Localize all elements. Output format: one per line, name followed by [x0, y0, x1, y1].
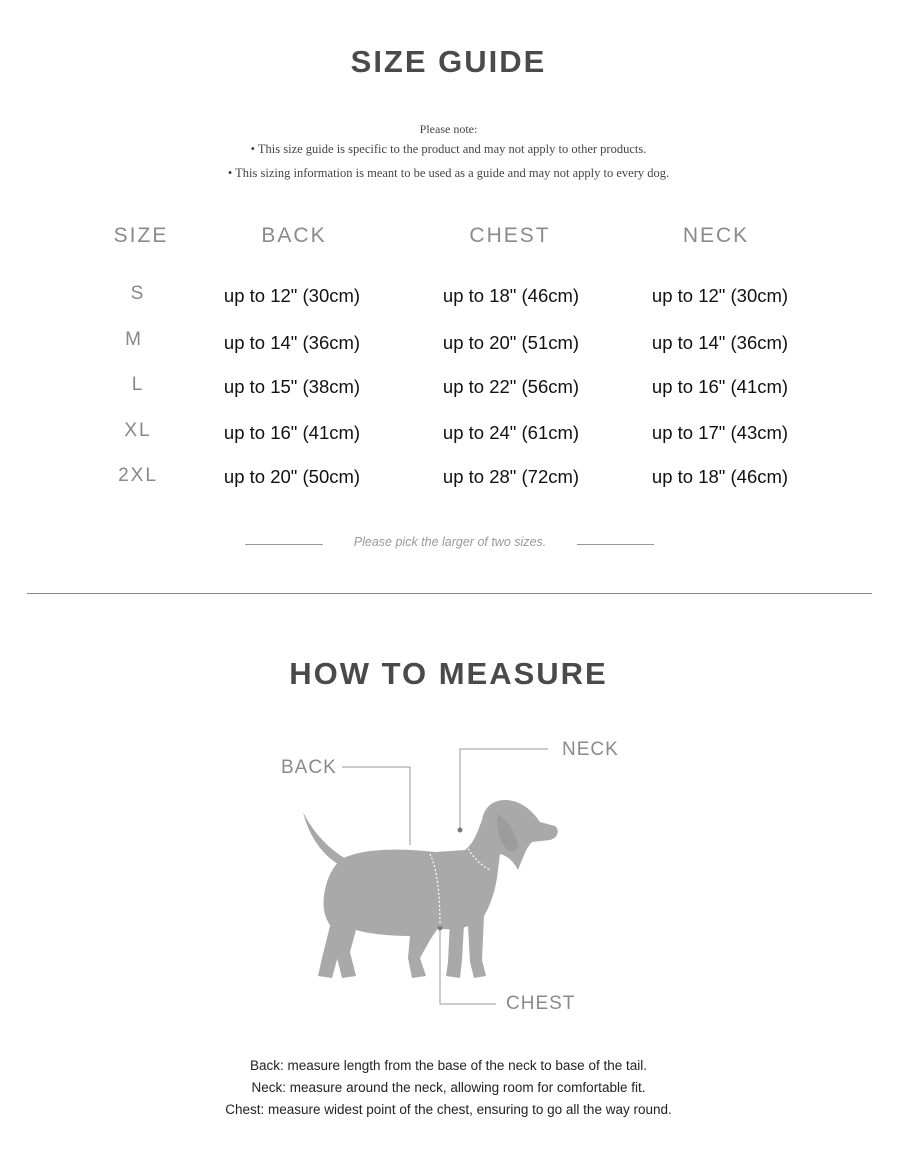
neck-value: up to 18" (46cm) — [651, 466, 789, 487]
chest-value: up to 24" (61cm) — [442, 422, 580, 443]
footnote-rule-left — [245, 544, 323, 545]
dog-silhouette-icon — [303, 800, 558, 978]
back-value: up to 14" (36cm) — [223, 332, 361, 353]
back-value: up to 12" (30cm) — [223, 285, 361, 306]
neck-label: NECK — [562, 739, 619, 760]
chest-value: up to 28" (72cm) — [442, 466, 580, 487]
instruction-chest: Chest: measure widest point of the chest, ensuring to go all the way round. — [225, 1102, 672, 1117]
chest-label: CHEST — [506, 993, 576, 1014]
size-guide-title: SIZE GUIDE — [350, 44, 547, 79]
footnote-text: Please pick the larger of two sizes. — [353, 535, 547, 549]
back-leader-line — [342, 767, 410, 845]
note-item: • This size guide is specific to the product and may not apply to other products. — [250, 142, 647, 156]
back-value: up to 20" (50cm) — [223, 466, 361, 487]
size-label: S — [130, 283, 146, 304]
header-size: SIZE — [113, 224, 169, 247]
neck-marker — [458, 828, 463, 833]
footnote-rule-right — [577, 544, 654, 545]
how-to-measure-title: HOW TO MEASURE — [289, 656, 608, 691]
header-back: BACK — [261, 224, 327, 247]
chest-value: up to 20" (51cm) — [442, 332, 580, 353]
size-label: 2XL — [118, 465, 158, 486]
neck-value: up to 17" (43cm) — [651, 422, 789, 443]
note-item: • This sizing information is meant to be used as a guide and may not apply to every dog. — [227, 166, 670, 180]
chest-value: up to 18" (46cm) — [442, 285, 580, 306]
size-label: XL — [124, 420, 152, 441]
chest-marker — [438, 926, 443, 931]
back-value: up to 16" (41cm) — [223, 422, 361, 443]
size-label: L — [131, 374, 145, 395]
chest-value: up to 22" (56cm) — [442, 376, 580, 397]
instruction-back: Back: measure length from the base of the neck to base of the tail. — [250, 1058, 647, 1073]
neck-value: up to 14" (36cm) — [651, 332, 789, 353]
header-neck: NECK — [682, 224, 750, 247]
header-chest: CHEST — [469, 224, 551, 247]
back-label: BACK — [281, 757, 337, 778]
note-heading: Please note: — [419, 122, 478, 136]
section-divider — [27, 593, 872, 594]
neck-value: up to 12" (30cm) — [651, 285, 789, 306]
neck-value: up to 16" (41cm) — [651, 376, 789, 397]
back-value: up to 15" (38cm) — [223, 376, 361, 397]
size-label: M — [125, 329, 143, 350]
instruction-neck: Neck: measure around the neck, allowing room for comfortable fit. — [251, 1080, 646, 1095]
